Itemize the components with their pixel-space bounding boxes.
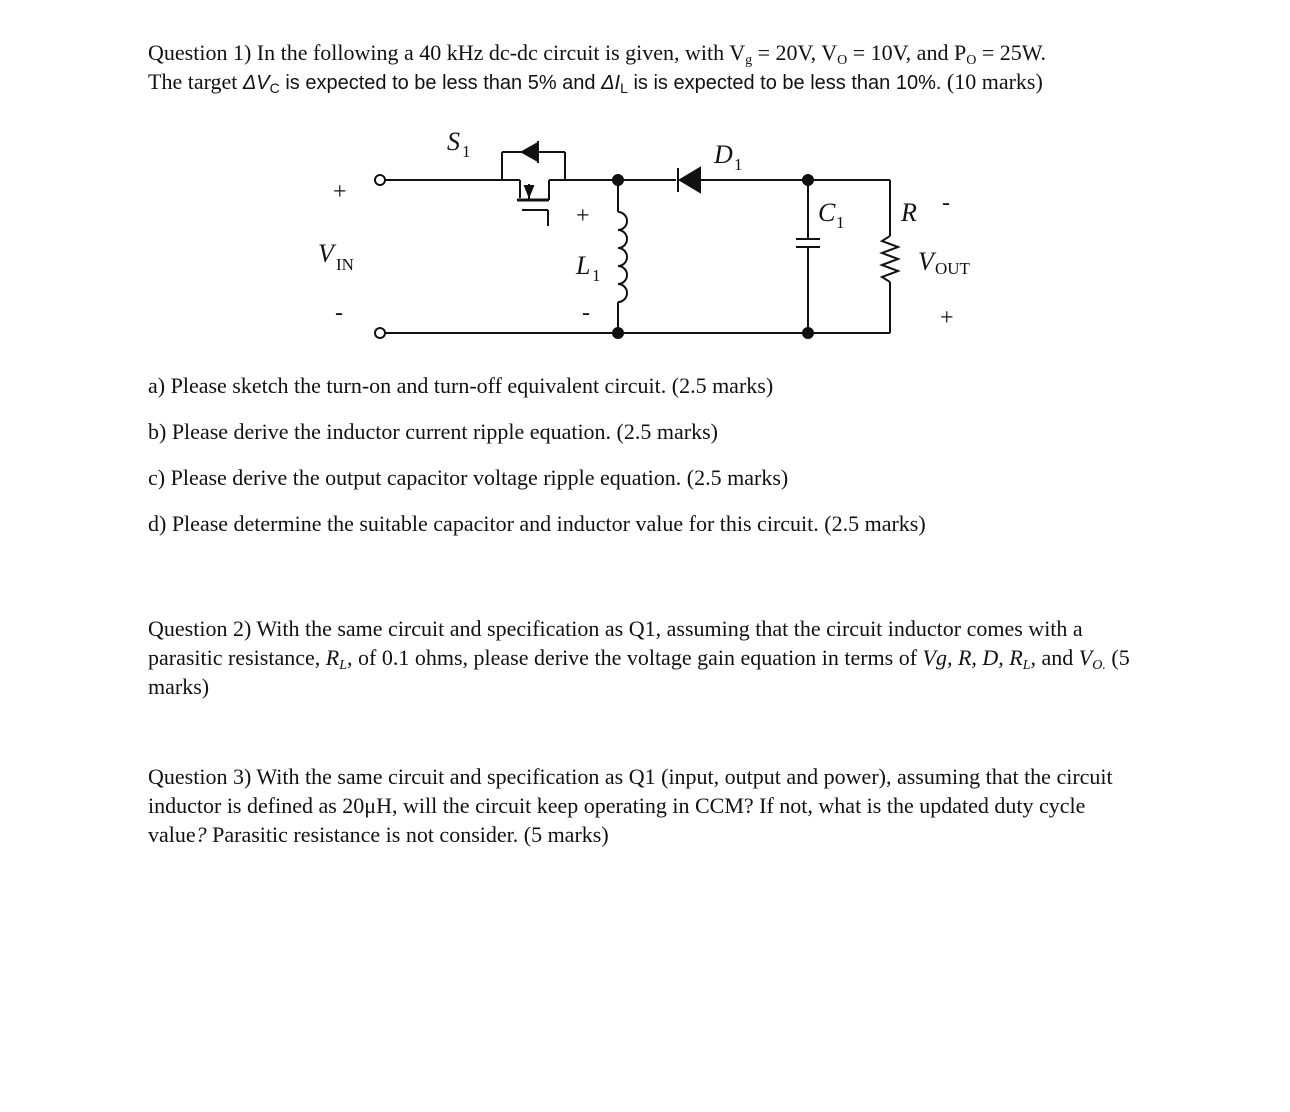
node-bottom-capacitor (803, 328, 813, 338)
c1-subscript: 1 (836, 213, 845, 232)
l1-minus-label: - (582, 300, 590, 326)
vin-label: V (318, 239, 334, 268)
q2-part: , of 0.1 ohms, please derive the voltage gain equation in terms of (347, 645, 923, 670)
vin-plus-terminal (375, 175, 385, 185)
vout-subscript: OUT (935, 259, 970, 278)
vo-subscript: O. (1092, 658, 1106, 673)
rl-subscript: L (1022, 658, 1031, 673)
d1-label: D (714, 140, 733, 169)
q3-marks: Parasitic resistance is not consider. (5 marks) (206, 822, 609, 847)
q3-part: Question 3) With the same circuit and specification as Q1 (input, output and power), assuming that the circuit inductor is defined as 20μH, will the circuit keep operating in CCM? If not, what is the updated duty cycle value (148, 764, 1113, 847)
s1-label: S (447, 127, 460, 156)
q1-line1-part: Question 1) In the following a 40 kHz dc-dc circuit is given, with V (148, 40, 746, 65)
q1-line1-part: = 10V, and P (847, 40, 967, 65)
d1-subscript: 1 (734, 155, 743, 174)
q1-line2-part: is is expected to be less than 10%. (627, 72, 942, 94)
inductor-l1-icon (618, 180, 627, 333)
delta-vc: ΔV (242, 72, 270, 94)
c1-label: C (818, 198, 836, 227)
node-bottom-inductor (613, 328, 623, 338)
rl-symbol: R (325, 645, 340, 670)
vin-plus-label: + (333, 179, 347, 205)
r-label: R (901, 198, 917, 227)
delta-il: ΔI (601, 72, 621, 94)
resistor-r-icon (882, 180, 898, 333)
vc-subscript: C (269, 80, 280, 96)
il-subscript: L (620, 80, 628, 96)
q1-line2-part: The target (148, 69, 243, 94)
question-3-text (148, 762, 1118, 849)
rl-subscript: L (339, 658, 348, 673)
q2-marks: (5 marks) (148, 645, 1130, 699)
s1-subscript: 1 (462, 142, 471, 161)
vout-plus-label: + (940, 305, 954, 331)
po-subscript: O (966, 53, 977, 68)
q2-part: Question 2) With the same circuit and specification as Q1, assuming that the circuit inductor comes with a parasitic resistance, (148, 616, 1083, 670)
q2-part: , and (1030, 645, 1079, 670)
q2-variables: Vg, R, D, R (922, 645, 1023, 670)
buck-boost-circuit-diagram (0, 0, 1290, 370)
q1-marks: (10 marks) (941, 69, 1043, 94)
q1-line1-part: = 20V, V (752, 40, 838, 65)
l1-subscript: 1 (592, 266, 601, 285)
q1-part-c: c) Please derive the output capacitor voltage ripple equation. (2.5 marks) (148, 465, 789, 490)
q1-part-b: b) Please derive the inductor current ripple equation. (2.5 marks) (148, 419, 718, 444)
diode-d1-icon (678, 168, 700, 192)
capacitor-c1-icon (796, 180, 820, 333)
question-2-text (148, 614, 1148, 701)
l1-plus-label: + (576, 203, 590, 229)
vin-minus-label: - (335, 300, 343, 326)
vin-minus-terminal (375, 328, 385, 338)
q1-line1-part: = 25W. (976, 40, 1046, 65)
vg-subscript: g (745, 53, 753, 68)
q1-part-a: a) Please sketch the turn-on and turn-off equivalent circuit. (2.5 marks) (148, 373, 774, 398)
l1-label: L (576, 251, 591, 280)
mosfet-s1-icon (502, 141, 565, 226)
vo-subscript: O (837, 53, 848, 68)
q1-line2-part: is expected to be less than 5% and (279, 72, 602, 94)
vout-minus-label: - (942, 190, 950, 216)
q1-part-d: d) Please determine the suitable capacitor and inductor value for this circuit. (2.5 marks) (148, 511, 926, 536)
vin-subscript: IN (336, 255, 354, 274)
vo-symbol: V (1078, 645, 1093, 670)
q3-question-mark: ? (195, 822, 207, 847)
vout-label: V (918, 247, 934, 276)
